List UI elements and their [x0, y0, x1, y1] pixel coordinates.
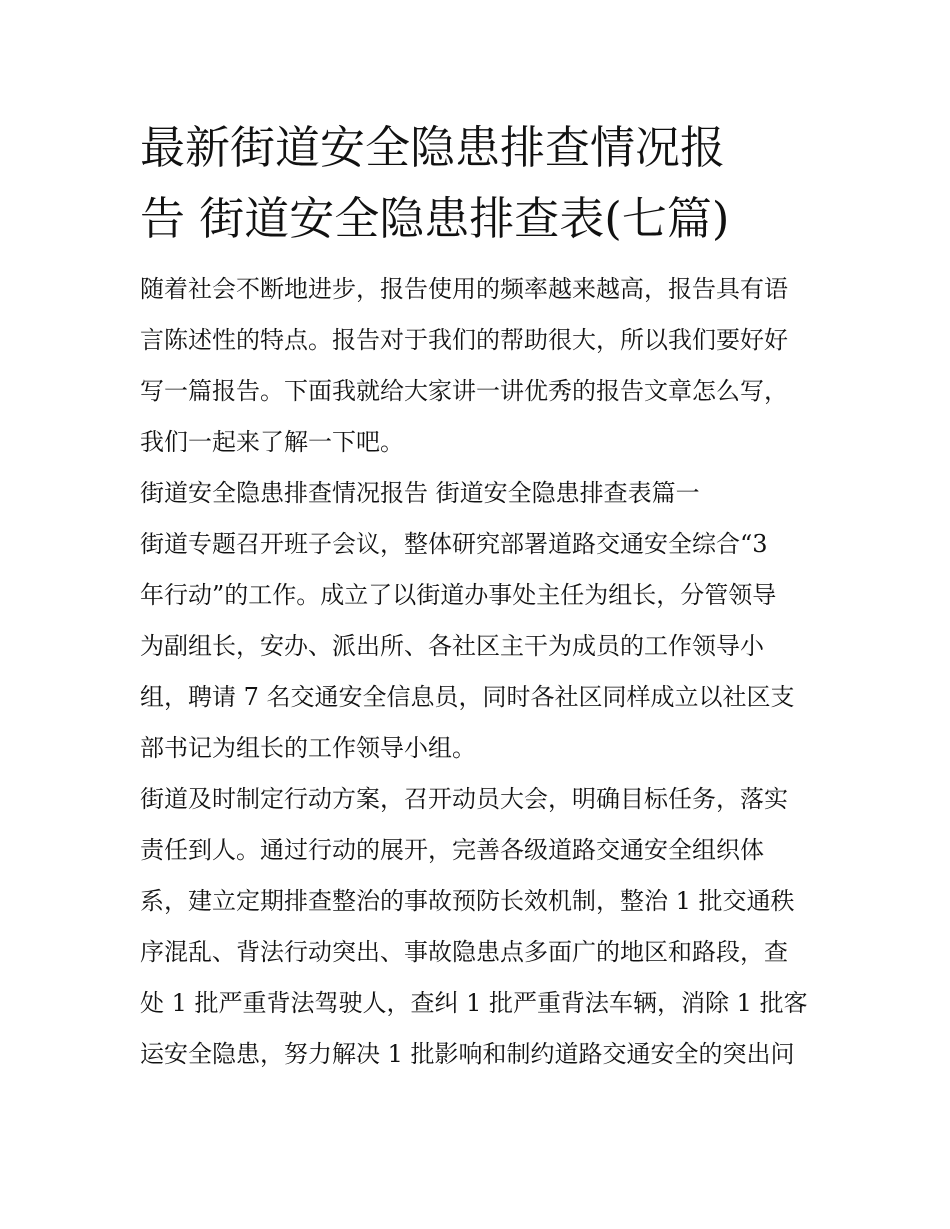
section-heading: 街道安全隐患排查情况报告 街道安全隐患排查表篇一: [140, 479, 700, 507]
intro-line-3: 写一篇报告。下面我就给大家讲一讲优秀的报告文章怎么写，: [140, 377, 788, 405]
body-paragraph-2: [140, 774, 812, 1080]
title-line-1: 最新街道安全隐患排查情况报: [140, 121, 726, 174]
paragraph1-line-2: 年行动”的工作。成立了以街道办事处主任为组长，分管领导: [140, 581, 777, 609]
paragraph1-line-3: 为副组长，安办、派出所、各社区主干为成员的工作领导小: [140, 632, 764, 660]
paragraph1-line-1: 街道专题召开班子会议，整体研究部署道路交通安全综合“3: [140, 530, 768, 558]
body-paragraph-1: [140, 519, 812, 774]
paragraph2-line-6: 运安全隐患，努力解决 1 批影响和制约道路交通安全的突出问: [140, 1040, 795, 1068]
document-content: [140, 112, 812, 1080]
paragraph2-line-1: 街道及时制定行动方案，召开动员大会，明确目标任务，落实: [140, 785, 788, 813]
paragraph2-line-4: 序混乱、背法行动突出、事故隐患点多面广的地区和路段，查: [140, 938, 788, 966]
intro-paragraph: [140, 264, 812, 468]
title-line-2: 告 街道安全隐患排查表(七篇): [140, 192, 730, 245]
document-title: [140, 112, 812, 254]
paragraph2-line-3: 系，建立定期排查整治的事故预防长效机制，整治 1 批交通秩: [140, 887, 795, 915]
intro-line-2: 言陈述性的特点。报告对于我们的帮助很大，所以我们要好好: [140, 326, 788, 354]
intro-line-1: 随着社会不断地进步，报告使用的频率越来越高，报告具有语: [140, 275, 788, 303]
paragraph1-line-5: 部书记为组长的工作领导小组。: [140, 734, 476, 762]
paragraph2-line-5: 处 1 批严重背法驾驶人，查纠 1 批严重背法车辆，消除 1 批客: [140, 989, 808, 1017]
intro-line-4: 我们一起来了解一下吧。: [140, 428, 404, 456]
paragraph2-line-2: 责任到人。通过行动的展开，完善各级道路交通安全组织体: [140, 836, 764, 864]
paragraph1-line-4: 组，聘请 7 名交通安全信息员，同时各社区同样成立以社区支: [140, 683, 795, 711]
